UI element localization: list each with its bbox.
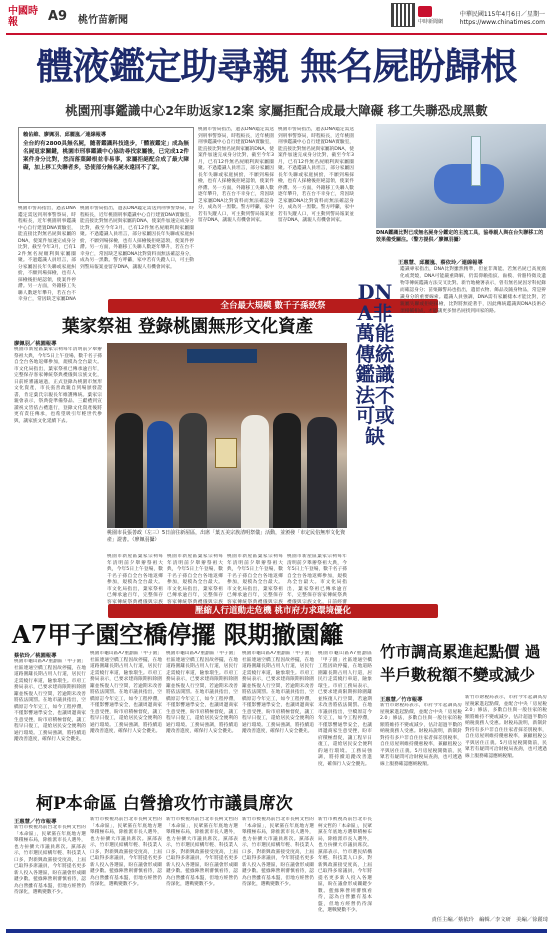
story3-byline: 蔡依玲／桃園報導 [14,653,57,659]
lab-photo [376,124,546,228]
brand-name: 中時新聞網 [418,19,444,25]
person-4 [241,415,269,528]
lab-gloves [434,164,504,204]
person-2 [147,421,173,528]
editor-credits: 責任主編／蔡依玲 編輯／李文研 美編／徐麗琦 [431,917,548,923]
story3-body-col2: 桃園市龜山區A7重劃區「甲子園」社區連通空橋工程因故停擺，在地道路圍籬長期占用人行道，居民行走需繞行車道，險象環生。市府工務局表示，已要求建商限期拆除圍籬並恢復人行空間，若逾期未改善將依法開罰。在地市議員指出，空橋原訂今年完工，如今工程停滯，不僅影響通學安全，也讓周邊商家生意受挫，盼市府積極督促，讓工程早日復工，還給居民安全便利的通行環境。工務局強調，將持續追蹤改善進度，確保行人安全優先。 [90,651,162,734]
story5-body-col2: 新竹市財稅局表示，市府今年起調高房屋稅累進起點價，並配合中央「房屋稅2.0」修法，多數自住與一般住家的稅額將維持不變或減少，估計超過半數的納稅義務人受惠。財稅局說明，新制針對持有多戶非自住住家者採差別稅率，自住房屋則維持優惠稅率，兼顧租稅公平與居住正義。5月房屋稅開徵前，民眾若有疑問可洽財稅局查詢，也可透過線上服務確認應納稅額。 [465,695,547,759]
story2-band: 全台最大規模 數千子孫致祭 [108,299,438,313]
lead-box [18,127,194,203]
story2-body-col5: 桃園市新屋區葉家宗祠每年清明前夕舉辦祭祖大典，今年5日上午登場，數千名子孫自全台各地返鄉參加，規模為全台最大。市文化局指出，葉家祭祖已傳承逾百年，完整保存客家傳統祭典禮儀與宗族文化，日前經審 [287,554,347,605]
dna-body: 鑑識專家指出，DNA比對雖然精準，但並非萬能。若無名屍已高度腐化或焚燒，DNA可能嚴重降解，仍需仰賴指紋、齒模、骨骼特徵及遺物等傳統鑑識方法交叉比對。新竹地檢署表示，曾有無名屍因牙科紀錄而確認身分；苗栗縣警局也指出，遺留衣物、飾品及隨身物品，常是辨識身分的重要線索。鑑識人員強調，DNA需有家屬樣本才能比對，若親屬失聯或拒絕採檢，比對將無從著手，因此傳統鑑識與DNA技術必須相輔相成，才能讓更多無名屍找到回家的路。 [400,267,546,314]
section-name: 桃竹苗新聞 [78,15,128,26]
dna-headline: DNA非萬能 傳統鑑識法不可或缺 [355,281,395,448]
ceremony-photo [107,343,347,528]
person-6 [307,417,337,528]
story5-byline: 王惠慧／竹市報導 [380,697,423,703]
story4-body-col2: 新竹市被視為前台北市長柯文哲的「本命區」，民眾黨在年底地方選舉積極布局，除推派市長人選外，也力拚擴大市議員席次。黨部表示，竹市選民結構年輕、科技業人口多，對新興政黨接受度高，上屆已取得多席議員，今年將提名更多新人投入各選區，盼在議會形成關鍵少數。藍綠陣營則審慎看待，認為白營雖有基本盤，但地方經營仍待深化，選戰變數不少。 [90,817,162,887]
main-body-col4: 桃園市警局指出，過去DNA鑑定需送到刑事警察局，時程較長，近年桃園刑事鑑識中心自行建置DNA實驗室，能直接比對無名屍與家屬的DNA，使案件加速完成身分比對，截至今年3月，已有12件無名屍順利與家屬團聚。不過鑑識人員坦言，部分家屬因長年失聯或家庭糾紛，不願到場採檢，也有人採檢後拒絕認領，使案件停滯。另一方面，外籍移工失聯人數逐年攀升，若在台不幸身亡，常因缺乏家屬DNA比對資料而無法確認身分，成為另一黑數。警方呼籲，家中若有失蹤人口，可主動到警局報案並留存DNA，讓親人有機會回家。 [278,127,354,223]
main-body-col2: 桃園市警局指出，過去DNA鑑定需送到刑事警察局，時程較長，近年桃園刑事鑑識中心自行建置DNA實驗室，能直接比對無名屍與家屬的DNA，使案件加速完成身分比對，截至今年3月，已有12件無名屍順利與家屬團聚。不過鑑識人員坦言，部分家屬因長年失聯或家庭糾紛，不願到場採檢，也有人採檢後拒絕認領，使案件停滯。另一方面，外籍移工失聯人數逐年攀升，若在台不幸身亡，常因缺乏家屬DNA比對資料而無法確認身分，成為另一黑數。警方呼籲，家中若有失蹤人口，可主動到警局報案並留存DNA，讓親人有機會回家。 [80,206,194,270]
story2-headline: 葉家祭祖 登錄桃園無形文化資產 [62,317,314,337]
story3-body-col5: 桃園市龜山區A7重劃區「甲子園」社區連通空橋工程因故停擺，在地道路圍籬長期占用人行道，居民行走需繞行車道，險象環生。市府工務局表示，已要求建商限期拆除圍籬並恢復人行空間，若逾期未改善將依法開罰。在地市議員指出，空橋原訂今年完工，如今工程停滯，不僅影響通學安全，也讓周邊商家生意受挫，盼市府積極督促，讓工程早日復工，還給居民安全便利的通行環境。工務局強調，將持續追蹤改善進度，確保行人安全優先。 [318,651,372,767]
story4-body-col1: 新竹市被視為前台北市長柯文哲的「本命區」，民眾黨在年底地方選舉積極布局，除推派市長人選外，也力拚擴大市議員席次。黨部表示，竹市選民結構年輕、科技業人口多，對新興政黨接受度高，上屆已取得多席議員，今年將提名更多新人投入各選區，盼在議會形成關鍵少數。藍綠陣營則審慎看待，認為白營雖有基本盤，但地方經營仍待深化，選戰變數不少。 [14,825,86,895]
story5-body-col1: 新竹市財稅局表示，市府今年起調高房屋稅累進起點價，並配合中央「房屋稅2.0」修法，多數自住與一般住家的稅額將維持不變或減少，估計超過半數的納稅義務人受惠。財稅局說明，新制針對持有多戶非自住住家者採差別稅率，自住房屋則維持優惠稅率，兼顧租稅公平與居住正義。5月房屋稅開徵前，民眾若有疑問可洽財稅局查詢，也可透過線上服務確認應納稅額。 [380,703,462,767]
story3-band: 壓縮人行道動走危機 桃市府力求環境優化 [108,604,438,618]
main-headline: 體液鑑定助尋親 無名屍盼歸根 [36,44,517,88]
temple-sign [187,349,257,363]
story4-headline: 柯P本命區 白營搶攻竹市議員席次 [36,794,293,814]
person-3 [179,413,207,528]
page-number: A9 [48,9,68,24]
date-line: 中華民國115年4月6日／星期一 [459,11,545,18]
main-byline: 賴佑維、廖姵羽、邱麗嵐／連線報導 [23,132,107,138]
story3-body-col4: 桃園市龜山區A7重劃區「甲子園」社區連通空橋工程因故停擺，在地道路圍籬長期占用人行道，居民行走需繞行車道，險象環生。市府工務局表示，已要求建商限期拆除圍籬並恢復人行空間，若逾期未改善將依法開罰。在地市議員指出，空橋原訂今年完工，如今工程停滯，不僅影響通學安全，也讓周邊商家生意受挫，盼市府積極督促，讓工程早日復工，還給居民安全便利的通行環境。工務局強調，將持續追蹤改善進度，確保行人安全優先。 [242,651,314,734]
story2-body-col3: 桃園市新屋區葉家宗祠每年清明前夕舉辦祭祖大典，今年5日上午登場，數千名子孫自全台各地返鄉參加，規模為全台最大。市文化局指出，葉家祭祖已傳承逾百年，完整保存客家傳統祭典禮儀與宗族 [167,554,223,605]
main-body-col1: 桃園市警局指出，過去DNA鑑定需送到刑事警察局，時程較長，近年桃園刑事鑑識中心自行建置DNA實驗室，能直接比對無名屍與家屬的DNA，使案件加速完成身分比對，截至今年3月，已有12件無名屍順利與家屬團聚。不過鑑識人員坦言，部分家屬因長年失聯或家庭糾紛，不願到場採檢，也有人採檢後拒絕認領，使案件停滯。另一方面，外籍移工失聯人數逐年攀升，若在台不幸身亡，常因缺乏家屬DNA [18,206,76,302]
story2-body-col4: 桃園市新屋區葉家宗祠每年清明前夕舉辦祭祖大典，今年5日上午登場，數千名子孫自全台各地返鄉參加，規模為全台最大。市文化局指出，葉家祭祖已傳承逾百年，完整保存客家傳統祭典禮儀與宗族 [227,554,283,605]
website-url[interactable]: https://www.chinatimes.com [459,19,545,26]
story2-photo-caption: 桃園市長張善政（左三）5日前往新屋區，出席「葉五美宗族清明祭儀」活動，並頒發「市定民俗無形文化資產」證書。（廖姵羽攝） [107,530,346,543]
test-tube-icon [471,136,481,186]
story2-body-col2: 桃園市新屋區葉家宗祠每年清明前夕舉辦祭祖大典，今年5日上午登場，數千名子孫自全台各地返鄉參加，規模為全台最大。市文化局指出，葉家祭祖已傳承逾百年，完整保存客家傳統祭典禮儀與宗族 [107,554,163,605]
main-body-col3: 桃園市警局指出，過去DNA鑑定需送到刑事警察局，時程較長，近年桃園刑事鑑識中心自行建置DNA實驗室，能直接比對無名屍與家屬的DNA，使案件加速完成身分比對，截至今年3月，已有12件無名屍順利與家屬團聚。不過鑑識人員坦言，部分家屬因長年失聯或家庭糾紛，不願到場採檢，也有人採檢後拒絕認領，使案件停滯。另一方面，外籍移工失聯人數逐年攀升，若在台不幸身亡，常因缺乏家屬DNA比對資料而無法確認身分，成為另一黑數。警方呼籲，家中若有失蹤人口，可主動到警局報案並留存DNA，讓親人有機會回家。 [198,127,274,223]
main-lead: 全台約有2800具無名屍，隨著鑑識科技進步，「體液鑑定」成為無名屍返家關鍵，桃園市刑事鑑識中心協助尋找家屬後，已完成12件案件身分比對，然而落葉歸根並非易事，家屬拒絕配合成了最大障礙，加上移工失聯者多，恐使部分無名屍永遠回不了家。 [23,141,189,171]
story4-byline: 王惠慧／竹市報導 [14,819,57,825]
certificate [215,438,237,468]
story3-body-col1: 桃園市龜山區A7重劃區「甲子園」社區連通空橋工程因故停擺，在地道路圍籬長期占用人行道，居民行走需繞行車道，險象環生。市府工務局表示，已要求建商限期拆除圍籬並恢復人行空間，若逾期未改善將依法開罰。在地市議員指出，空橋原訂今年完工，如今工程停滯，不僅影響通學安全，也讓周邊商家生意受挫，盼市府積極督促，讓工程早日復工，還給居民安全便利的通行環境。工務局強調，將持續追蹤改善進度，確保行人安全優先。 [14,659,86,742]
masthead-divider [6,33,547,35]
story2-body-col1: 桃園市新屋區葉家宗祠每年清明前夕舉辦祭祖大典，今年5日上午登場，數千名子孫自全台各地返鄉參加，規模為全台最大。市文化局指出，葉家祭祖已傳承逾百年，完整保存客家傳統祭典禮儀與宗族文化，日前經審議通過，正式登錄為桃園市無形文化資產，市長張善政親自到場頒發證書，肯定葉氏宗親長年維護傳統。葉家宗親會表示，祭典從準備祭品、三獻禮到宣讀祝文皆依古禮進行，登錄文化資產後將更有責任傳承，也希望吸引年輕世代參與，讓家族文化延續下去。 [14,347,102,424]
story2-byline: 廖姵羽／桃園報導 [14,341,57,347]
main-subheadline: 桃園刑事鑑識中心2年助返家12案 家屬拒配合成最大障礙 移工失聯恐成黑數 [65,103,488,118]
dna-byline: 王惠慧、邱麗嵐、蔡依玲／連線報導 [398,260,483,266]
story4-body-col3: 新竹市被視為前台北市長柯文哲的「本命區」，民眾黨在年底地方選舉積極布局，除推派市長人選外，也力拚擴大市議員席次。黨部表示，竹市選民結構年輕、科技業人口多，對新興政黨接受度高，上屆已取得多席議員，今年將提名更多新人投入各選區，盼在議會形成關鍵少數。藍綠陣營則審慎看待，認為白營雖有基本盤，但地方經營仍待深化，選戰變數不少。 [166,817,238,887]
footer-bar [6,929,547,933]
story4-body-col4: 新竹市被視為前台北市長柯文哲的「本命區」，民眾黨在年底地方選舉積極布局，除推派市長人選外，也力拚擴大市議員席次。黨部表示，竹市選民結構年輕、科技業人口多，對新興政黨接受度高，上屆已取得多席議員，今年將提名更多新人投入各選區，盼在議會形成關鍵少數。藍綠陣營則審慎看待，認為白營雖有基本盤，但地方經營仍待深化，選戰變數不少。 [242,817,314,887]
person-1 [115,413,143,528]
main-photo-caption: DNA鑑識比對已成無名屍身分鑑定的主流工具，協尋親人與在台失聯移工的效果備受關注。（警方提供／廖姵羽攝） [376,230,544,243]
masthead-logo: 中國時報 [8,6,38,28]
story5-headline: 竹市調高累進起點價 過半戶數稅額不變或減少 [380,642,541,684]
person-5 [273,413,301,528]
story4-body-col5: 新竹市被視為前台北市長柯文哲的「本命區」，民眾黨在年底地方選舉積極布局，除推派市長人選外，也力拚擴大市議員席次。黨部表示，竹市選民結構年輕、科技業人口多，對新興政黨接受度高，上屆已取得多席議員，今年將提名更多新人投入各選區，盼在議會形成關鍵少數。藍綠陣營則審慎看待，認為白營雖有基本盤，但地方經營仍待深化，選戰變數不少。 [318,817,372,913]
story3-headline: A7甲子園空橋停擺 限期撤園籬 [12,620,344,649]
story3-body-col3: 桃園市龜山區A7重劃區「甲子園」社區連通空橋工程因故停擺，在地道路圍籬長期占用人行道，居民行走需繞行車道，險象環生。市府工務局表示，已要求建商限期拆除圍籬並恢復人行空間，若逾期未改善將依法開罰。在地市議員指出，空橋原訂今年完工，如今工程停滯，不僅影響通學安全，也讓周邊商家生意受挫，盼市府積極督促，讓工程早日復工，還給居民安全便利的通行環境。工務局強調，將持續追蹤改善進度，確保行人安全優先。 [166,651,238,734]
